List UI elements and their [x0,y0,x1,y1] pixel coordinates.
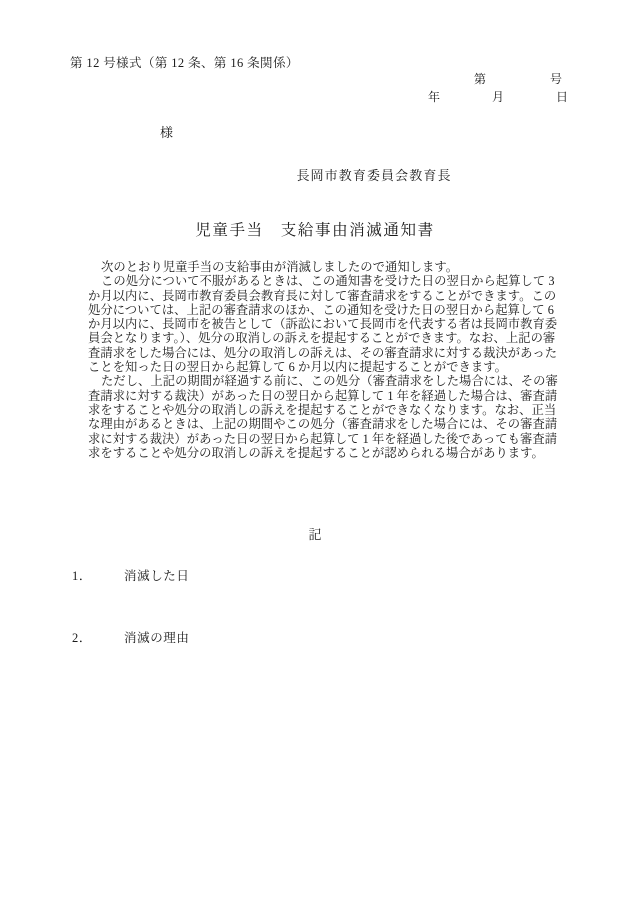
body-line: な理由があるときは、上記の期間やこの処分（審査請求をした場合には、その審査請 [88,417,558,432]
list-item-label: 消滅した日 [124,569,190,583]
body-line: 処分については、上記の審査請求のほか、この通知を受けた日の翌日から起算して 6 [88,302,554,317]
paragraph-1 [88,260,550,274]
document-number-row [348,70,578,88]
list-item [72,628,190,646]
list-item-label: 消滅の理由 [124,631,190,645]
paragraph-2 [88,274,558,375]
body-line: この処分について不服があるときは、この通知書を受けた日の翌日から起算して 3 [101,274,555,289]
document-meta-block [348,70,578,106]
date-month-label: 月 [492,90,505,104]
body-line: 次のとおり児童手当の支給事由が消滅しましたので通知します。 [101,260,459,274]
page-title: 児童手当 支給事由消滅通知書 [195,222,435,239]
issuer-name: 長岡市教育委員会教育長 [296,168,452,183]
ki-marker: 記 [308,527,322,542]
document-number-label: 第 [474,72,487,86]
body-text [88,260,558,460]
list-item-number: 2． [72,631,92,645]
body-line: 査請求をした場合には、処分の取消しの訴えは、その審査請求に対する裁決があった [88,345,558,360]
paragraph-3 [88,374,558,460]
date-year-label: 年 [428,90,441,104]
date-day-label: 日 [556,90,569,104]
body-line: ただし、上記の期間が経過する前に、この処分（審査請求をした場合には、その審 [101,374,558,389]
addressee-honorific: 様 [160,125,174,140]
body-line: か月以内に、長岡市教育委員会教育長に対して審査請求をすることができます。この [88,288,557,303]
list-item-number: 1． [72,569,92,583]
body-line: 求をすることや処分の取消しの訴えを提起することができなくなります。なお、正当 [88,402,557,417]
body-line: 求に対する裁決）があった日の翌日から起算して 1 年を経過した後であっても審査請 [88,431,558,446]
form-number: 第 12 号様式（第 12 条、第 16 条関係） [70,56,299,70]
list-item [72,566,190,584]
document-date-row [348,88,578,106]
document-number-unit-label: 号 [550,72,563,86]
body-line: 求をすることや処分の取消しの訴えを提起することが認められる場合があります。 [88,445,544,460]
body-line: 査請求に対する裁決）があった日の翌日から起算して 1 年を経過した場合は、審査請 [88,388,558,403]
body-line: 員会となります。）、処分の取消しの訴えを提起することができます。なお、上記の審 [88,331,556,346]
body-line: ことを知った日の翌日から起算して 6 か月以内に提起することができます。 [88,360,507,375]
body-line: か月以内に、長岡市を被告として（訴訟において長岡市を代表する者は長岡市教育委 [88,317,558,332]
